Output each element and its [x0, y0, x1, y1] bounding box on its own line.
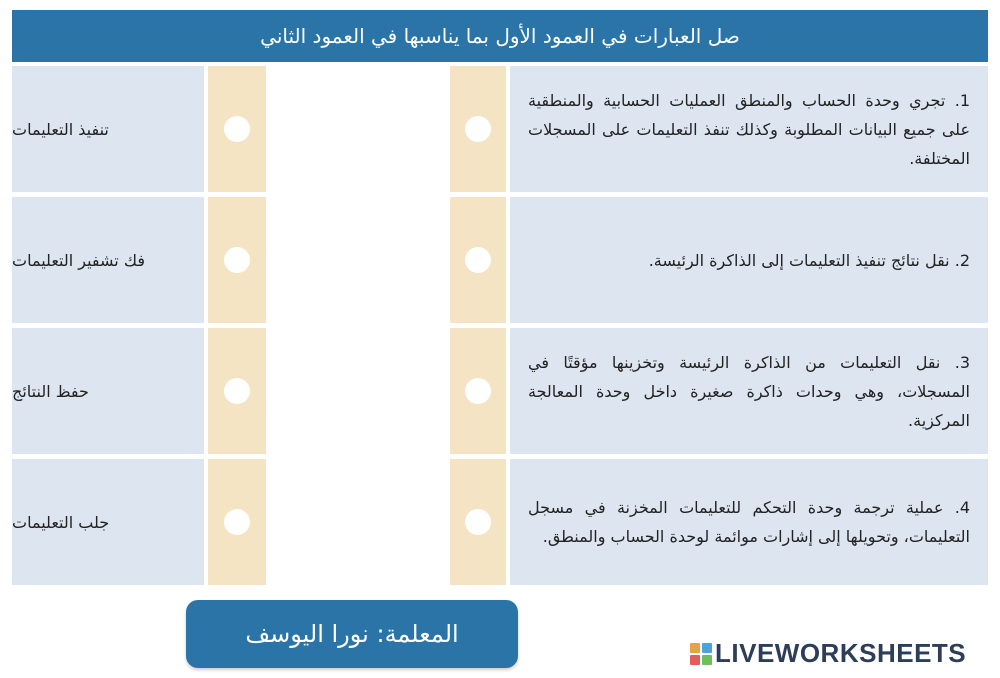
teacher-name: المعلمة: نورا اليوسف: [245, 620, 459, 648]
statement-cell: [510, 328, 988, 454]
matching-row: [12, 66, 988, 192]
statement-connector-dot[interactable]: [465, 247, 491, 273]
answer-text: جلب التعليمات: [12, 512, 110, 532]
instructions-title: صل العبارات في العمود الأول بما يناسبها في العمود الثاني: [260, 24, 740, 48]
answer-connector-dot[interactable]: [224, 247, 250, 273]
liveworksheets-logo[interactable]: [690, 638, 966, 669]
matching-row: [12, 197, 988, 323]
statement-cell: [510, 66, 988, 192]
liveworksheets-logo-icon: [690, 643, 712, 665]
instructions-header: [12, 10, 988, 62]
statement-connector-dot[interactable]: [465, 116, 491, 142]
answer-connector-dot[interactable]: [224, 509, 250, 535]
answer-cell: [12, 328, 204, 454]
statement-connector-dot[interactable]: [465, 378, 491, 404]
matching-row: [12, 459, 988, 585]
answer-text: حفظ النتائج: [12, 381, 89, 401]
statement-cell: [510, 197, 988, 323]
answer-cell: [12, 459, 204, 585]
matching-row: [12, 328, 988, 454]
statement-text: 2. نقل نتائج تنفيذ التعليمات إلى الذاكرة الرئيسة.: [648, 250, 970, 270]
answer-text: تنفيذ التعليمات: [12, 119, 109, 139]
answer-connector-dot[interactable]: [224, 116, 250, 142]
answer-connector-dot[interactable]: [224, 378, 250, 404]
logo-text: LIVEWORKSHEETS: [715, 638, 967, 668]
statement-text: 4. عملية ترجمة وحدة التحكم للتعليمات المخزنة في مسجل التعليمات، وتحويلها إلى إشارات موائمة لوحدة الحساب والمنطق.: [528, 498, 970, 546]
statement-text: 1. تجري وحدة الحساب والمنطق العمليات الحسابية والمنطقية على جميع البيانات المطلوبة وكذلك تنفذ التعليمات على المسجلات المختلفة.: [528, 90, 970, 168]
answer-text: فك تشفير التعليمات: [12, 250, 145, 270]
statement-cell: [510, 459, 988, 585]
statement-connector-dot[interactable]: [465, 509, 491, 535]
answer-cell: [12, 66, 204, 192]
teacher-name-badge: [186, 600, 518, 668]
answer-cell: [12, 197, 204, 323]
statement-text: 3. نقل التعليمات من الذاكرة الرئيسة وتخزينها مؤقتًا في المسجلات، وهي وحدات ذاكرة صغيرة داخل وحدة المعالجة المركزية.: [528, 352, 970, 430]
